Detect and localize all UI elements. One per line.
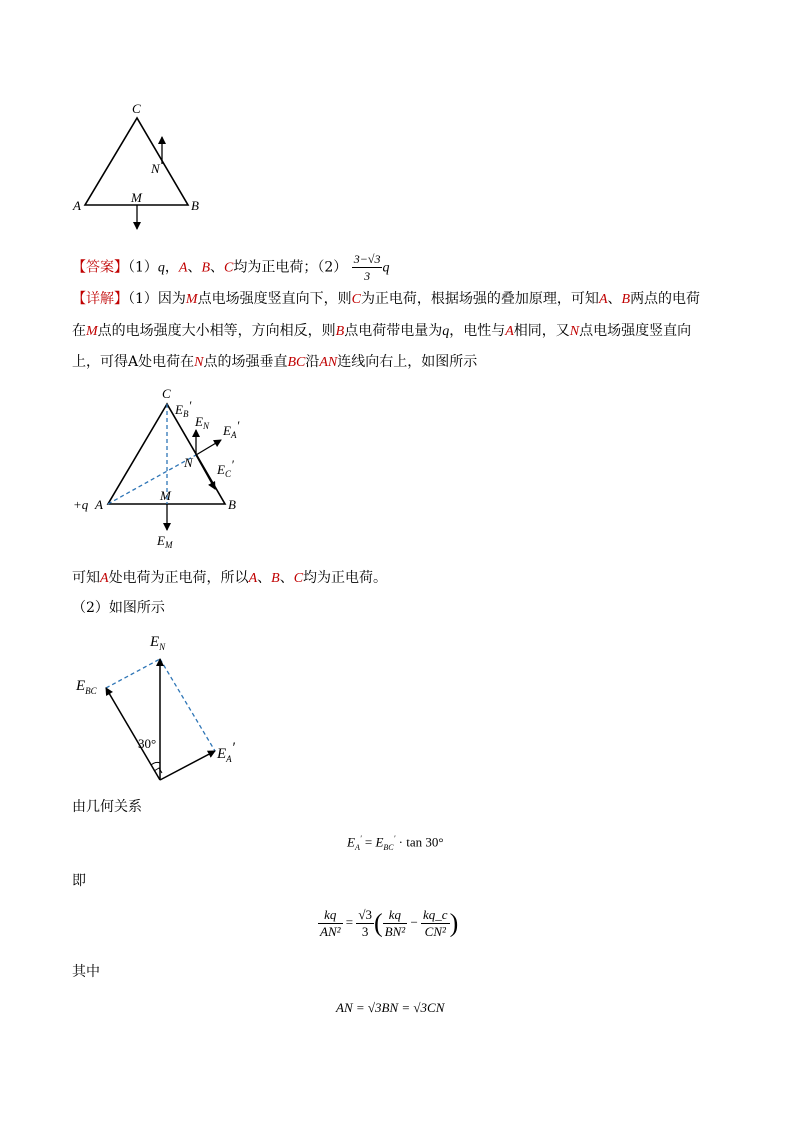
answer-frac-num: 3−√3 [353,252,381,266]
answer-part2-num: （2） [317,259,348,276]
answer-a: A [178,260,188,276]
eq2-coef [356,907,374,940]
em-sub: M [164,540,173,550]
dashed-en-to-ea [160,659,215,751]
arrow-ea-prime [196,440,221,455]
eq1-rest: · tan 30° [395,834,444,850]
d3-6: 连线向右上，如图所示 [337,354,478,370]
label-en [194,414,210,431]
eq2-eq: = [342,914,357,930]
dashed-a-to-n [108,455,196,504]
concl-dun2: 、 [279,570,294,586]
label-b: B [191,198,199,213]
detail-line-3 [72,352,477,373]
label-a: A [73,198,81,213]
eq2-lhs [318,907,343,940]
figure-2-fields [70,382,260,554]
equation-3: AN = √3BN = √3CN [336,1000,445,1015]
d3-0: 上，可得A处电荷在 [72,354,195,370]
eq2-f1-den: BN² [384,924,406,939]
answer-q: q [157,260,165,276]
eq2-f2-den: CN² [424,924,446,939]
answer-part2-q: q [382,260,390,276]
detail-tag: 【详解】 [72,291,128,307]
concl-c: C [293,571,304,586]
en3-sub: N [159,642,166,652]
label-n2: N [184,455,193,470]
label-m2: M [160,488,171,503]
eq1-lhs-main: E [347,834,355,850]
d2-3: B [335,324,345,339]
eq2-open: ( [374,908,383,938]
d3-5: AN [319,355,338,370]
eq1-eq: = [361,834,376,850]
eq2-f2-num: kq_c [423,907,448,922]
concl-mid: 处电荷为正电荷，所以 [108,570,249,586]
vector-ebc [106,688,160,780]
answer-part1-num: （1） [128,259,158,276]
d3-4: 沿 [305,354,320,370]
ea-prime: ′ [236,418,240,433]
d1-8: 两点的电荷 [630,291,701,307]
ea3-main: E [217,746,227,762]
vector-ea-prime [160,751,215,780]
label-em [156,533,173,550]
ec-sub: C [224,469,231,479]
eq2-f1 [383,907,408,940]
d2-8: 相同，又 [513,323,570,339]
en-sub: N [202,421,209,431]
d1-3: C [351,292,361,307]
label-ec-prime [216,457,234,479]
d2-4: 点电荷带电量为 [344,323,443,339]
ebc-sub: BC [85,686,97,696]
detail-line-2 [72,321,691,342]
eq2-f2 [421,907,450,940]
dashed-ebc-to-en [106,659,160,688]
ea-main: E [223,423,231,438]
d2-5: q [442,324,450,339]
d2-2: 点的电场强度大小相等，方向相反，则 [97,323,336,339]
d1-1: M [185,292,198,307]
eq1-rhs-prime: ′ [393,834,396,843]
answer-tag: 【答案】 [72,259,128,276]
qizhong-text: 其中 [72,964,100,980]
figure-3-vector-triangle [70,626,260,786]
eq2-minus: − [407,914,422,930]
answer-line [72,251,389,284]
label-c: C [132,101,141,116]
label-en3 [149,634,166,652]
answer-dun1: 、 [187,259,202,276]
label-n: N [151,161,160,176]
answer-c: C [224,260,234,276]
geometry-text: 由几何关系 [72,799,142,815]
d1-4: 为正电荷，根据场强的叠加原理，可知 [360,291,599,307]
label-ea-prime [222,418,239,440]
label-angle-30: 30° [138,736,157,751]
detail-line-1 [72,289,700,310]
ea3-sub: A [226,754,232,764]
label-c2: C [162,386,171,401]
eq2-coef-den: 3 [361,924,369,939]
d2-10: 点电场强度竖直向 [579,323,692,339]
d2-7: A [505,324,514,339]
en3-main: E [150,634,160,650]
concl-b: B [271,571,280,586]
eq1-lhs-sub: A [354,842,360,852]
label-b2: B [228,497,236,512]
angle-arc [151,762,160,765]
eq1-rhs-main: E [375,834,384,850]
ec-prime: ′ [230,457,234,472]
d1-6: 、 [607,291,622,307]
eq2-close: ) [449,908,459,938]
d1-2: 点电场强度竖直向下，则 [197,291,352,307]
ec-main: E [217,462,225,477]
label-ea3 [216,740,236,764]
label-plus-q: +q [73,497,89,512]
label-m: M [131,190,142,205]
arrow-ec-prime [196,455,215,489]
concl-a2: A [248,571,258,586]
figure-1-triangle [70,100,210,235]
label-ebc [75,678,98,696]
concl-a1: A [100,571,109,586]
eb-sub: B [182,409,189,419]
equation-2 [318,907,458,940]
eq1-lhs-prime: ′ [359,834,362,843]
d1-5: A [598,292,608,307]
eq2-lhs-num: kq [318,907,343,924]
answer-sep: ， [164,259,179,276]
ea-sub: A [230,430,237,440]
eb-prime: ′ [188,398,192,413]
en-main: E [195,414,203,429]
answer-dun2: 、 [210,259,225,276]
equation-1 [347,834,444,852]
concl-post: 均为正电荷。 [303,570,388,586]
concl-pre: 可知 [72,570,100,586]
answer-fraction [352,251,383,284]
label-eb-prime [174,398,191,419]
eq1-rhs-sub: BC [383,842,394,852]
d3-3: BC [287,355,306,370]
eq2-f1-num: kq [383,907,408,924]
eb-main: E [175,402,183,417]
part2-heading: （2）如图所示 [72,600,165,616]
d3-1: N [194,355,204,370]
answer-b: B [201,260,211,276]
d2-9: N [569,324,580,339]
ebc-main: E [76,678,86,694]
d3-2: 点的场强垂直 [203,354,288,370]
d1-7: B [621,292,631,307]
d2-6: ，电性与 [449,323,506,339]
d2-0: 在 [72,323,86,339]
conclusion-line [72,568,387,589]
answer-frac-den: 3 [364,269,371,283]
ji-text: 即 [72,873,86,889]
ea3-prime: ′ [231,740,235,756]
d2-1: M [86,324,98,339]
em-main: E [157,533,165,548]
answer-part1-text: 均为正电荷； [233,259,318,276]
eq2-lhs-den: AN² [320,924,341,939]
concl-dun1: 、 [257,570,272,586]
label-a2: A [95,497,103,512]
eq2-coef-num: √3 [358,907,372,922]
d1-0: （1）因为 [128,291,186,307]
